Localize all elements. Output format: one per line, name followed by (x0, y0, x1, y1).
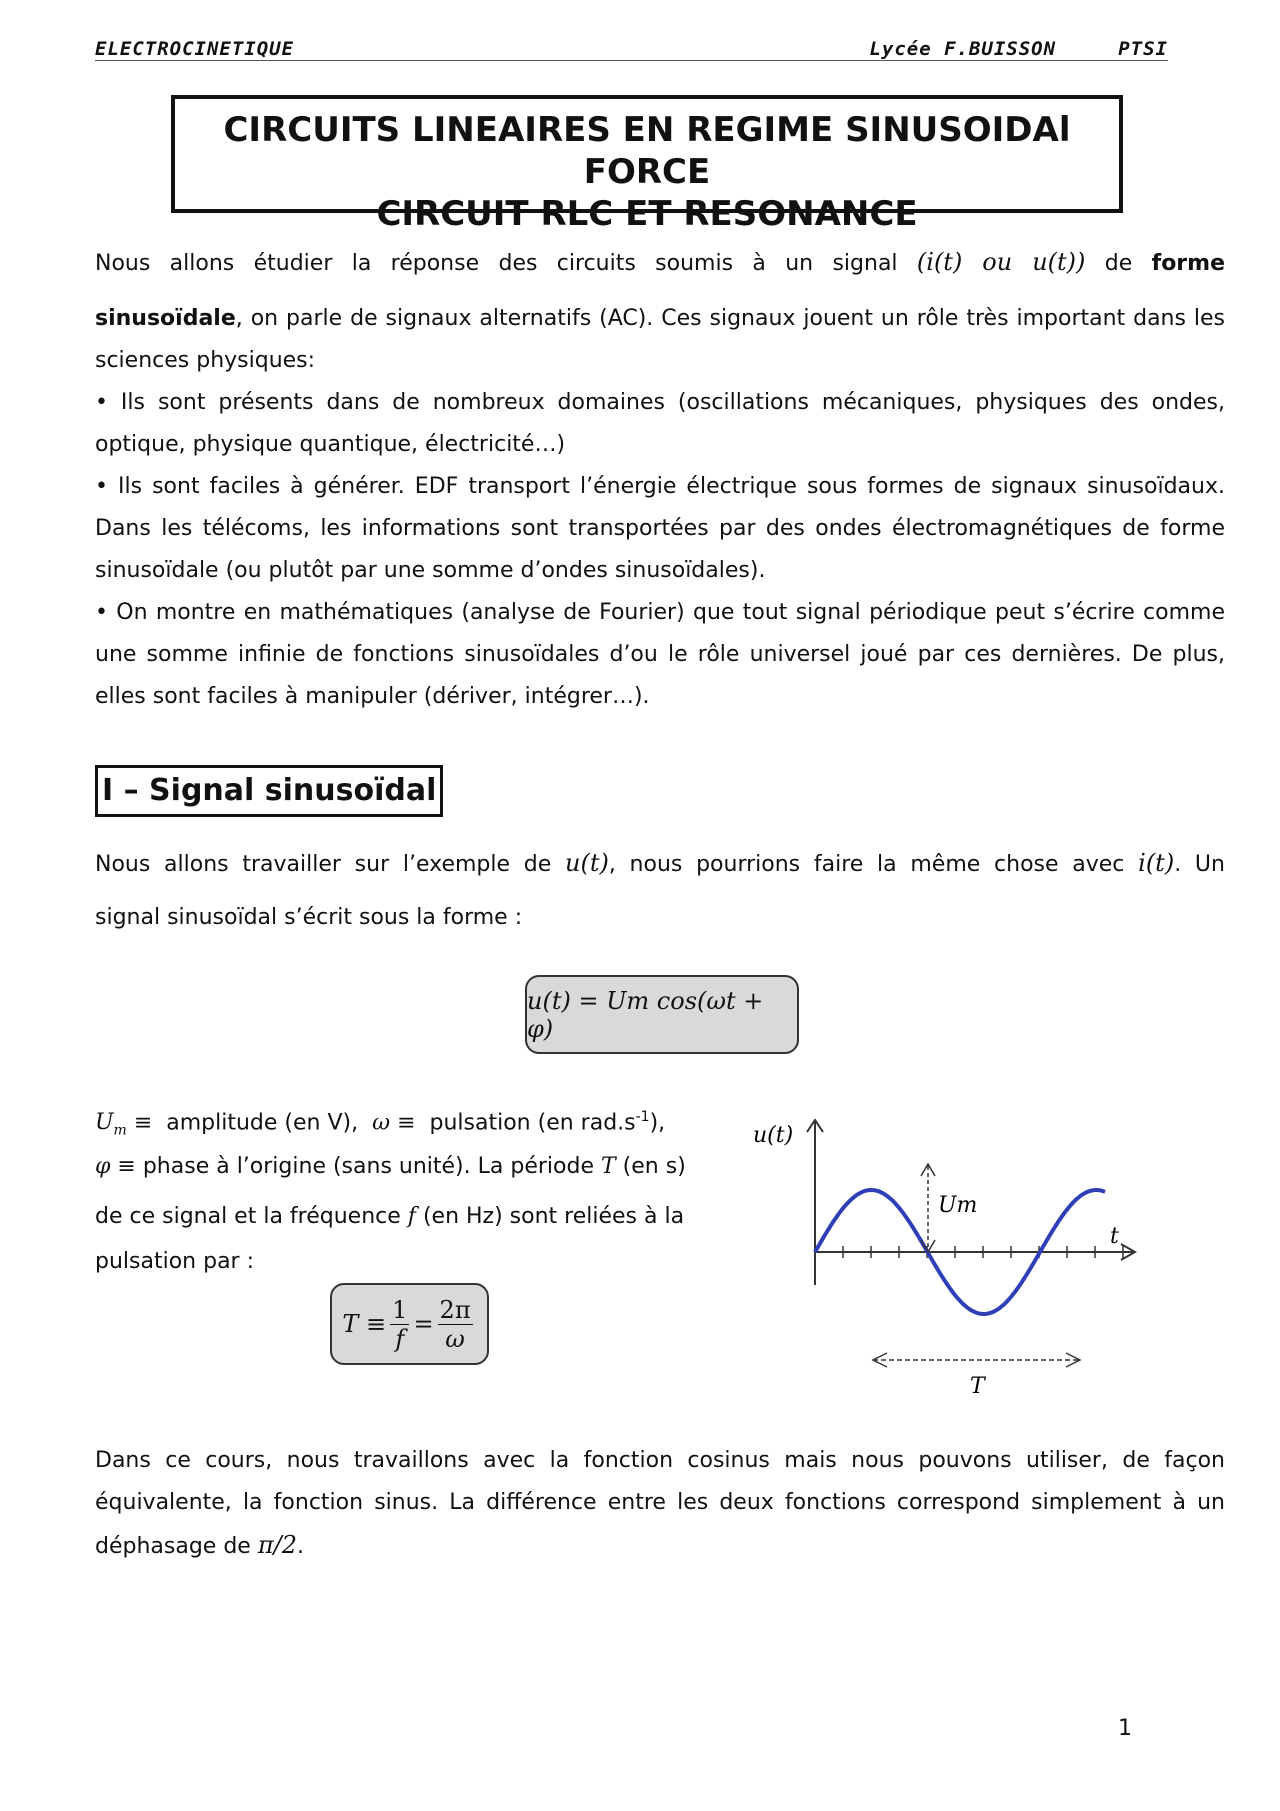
def-line-3: de ce signal et la fréquence f (en Hz) sont reliées à la (95, 1204, 685, 1229)
intro-paragraph-2 (95, 298, 1225, 382)
bullet-2: • Ils sont faciles à générer. EDF transport l’énergie électrique sous formes de signaux sinusoïdaux. Dans les télécoms, les informations sont transportées par des ondes électromagnétiques de forme sinusoïdale (ou plutôt par une somme d’ondes sinusoïdales). (95, 474, 1225, 583)
bullet-1: • Ils sont présents dans de nombreux domaines (oscillations mécaniques, physiques des ondes, optique, physique quantique, électricité…) (95, 390, 1225, 457)
section-line-2: signal sinusoïdal s’écrit sous la forme : (95, 905, 523, 930)
formula-sinusoid (525, 975, 799, 1054)
page-title (171, 95, 1123, 234)
intro-bold: forme (1151, 251, 1226, 276)
section-text-c: . Un (1174, 852, 1225, 877)
formula-period: T ≡ $\frac{1}{f}$ = $\frac{2\pi}{\omega}$ (330, 1283, 489, 1365)
closing-text: Dans ce cours, nous travaillons avec la fonction cosinus mais nous pouvons utiliser, de façon équivalente, la fonction sinus. La différence entre les deux fonctions correspond simplement à un déphasage de (95, 1448, 1225, 1559)
def-exponent: -1 (635, 1109, 650, 1125)
def-line-4: pulsation par : (95, 1249, 254, 1274)
title-line-1: CIRCUITS LINEAIRES EN REGIME SINUSOIDAl FORCE (223, 110, 1071, 192)
section-text-b: , nous pourrions faire la même chose avec (608, 852, 1125, 877)
intro-bold-2: sinusoïdale (95, 306, 236, 331)
def-line-2: φ ≡ phase à l’origine (sans unité). La période T (en s) (95, 1154, 686, 1179)
header-subject: ELECTROCINETIQUE (95, 38, 295, 60)
formula-sinusoid-text: u(t) = Um cos(ωt + φ) (527, 986, 764, 1043)
section-line-1 (95, 843, 1225, 885)
section-math-u: u(t) (565, 849, 609, 877)
header-school: Lycée F.BUISSON PTSI (869, 38, 1168, 60)
sine-figure (745, 1100, 1215, 1400)
intro-line-1 (95, 238, 1225, 288)
def-end: ), (649, 1110, 666, 1136)
period-label: T (970, 1374, 985, 1399)
amplitude-label: Um (938, 1193, 978, 1218)
title-line-2: CIRCUIT RLC ET RESONANCE (376, 194, 918, 234)
closing-paragraph (95, 1440, 1225, 1568)
y-axis-label: u(t) (753, 1123, 794, 1148)
def-frequency: de ce signal et la fréquence (95, 1204, 401, 1229)
def-period-unit: (en s) (622, 1154, 686, 1179)
bullet-3: • On montre en mathématiques (analyse de Fourier) que tout signal périodique peut s’écrire comme une somme infinie de fonctions sinusoïdales d’ou le rôle universel joué par ces dernières. De plus, elles sont faciles à manipuler (dériver, intégrer…). (95, 600, 1225, 709)
def-frequency-unit: (en Hz) sont reliées à la (422, 1204, 685, 1229)
intro-math: (i(t) ou u(t)) (916, 248, 1086, 276)
def-line-1: $U_m$ ≡ amplitude (en V), ω ≡ pulsation (en $rad.s^{-1}$), (95, 1109, 666, 1139)
section-title: I – Signal sinusoïdal (95, 765, 443, 817)
def-amplitude: amplitude (en V), (166, 1110, 359, 1136)
closing-math: π/2 (257, 1531, 297, 1559)
closing-end: . (296, 1534, 304, 1559)
intro-text-a: Nous allons étudier la réponse des circuits soumis à un signal (95, 251, 898, 276)
def-phase: phase à l’origine (sans unité). La période (142, 1154, 594, 1179)
def-pulsation: pulsation (en rad.s (429, 1110, 636, 1136)
intro-text-2: , on parle de signaux alternatifs (AC). Ces signaux jouent un rôle très important dans les sciences physiques: (95, 306, 1225, 373)
header-rule (95, 60, 1168, 61)
x-axis-label: t (1110, 1224, 1119, 1249)
section-math-i: i(t) (1138, 849, 1175, 877)
intro-text-b: de (1104, 251, 1133, 276)
page-number: 1 (1118, 1716, 1132, 1741)
section-text-a: Nous allons travailler sur l’exemple de (95, 852, 552, 877)
